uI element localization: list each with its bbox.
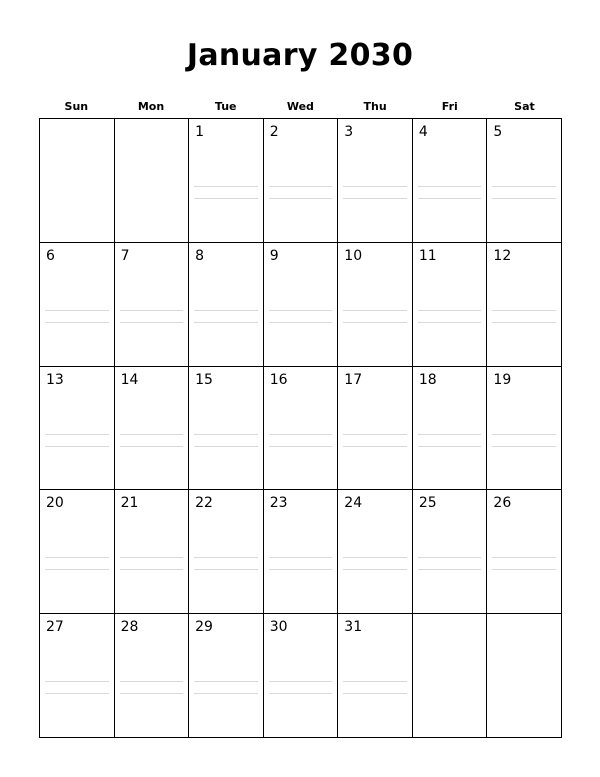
day-cell — [338, 119, 413, 243]
day-cell — [338, 614, 413, 738]
note-line — [492, 434, 556, 435]
weekday-thu: Thu — [363, 100, 387, 113]
day-cell — [264, 490, 339, 614]
note-line — [194, 186, 258, 187]
day-cell — [40, 367, 115, 491]
note-line — [194, 681, 258, 682]
day-number: 5 — [493, 124, 503, 140]
note-line — [45, 310, 109, 311]
note-line — [418, 322, 482, 323]
note-line — [45, 434, 109, 435]
note-line — [45, 446, 109, 447]
note-line — [269, 198, 333, 199]
note-line — [418, 446, 482, 447]
note-line — [343, 693, 407, 694]
empty-day-cell — [413, 614, 488, 738]
note-line — [194, 310, 258, 311]
day-cell — [115, 614, 190, 738]
note-line — [45, 693, 109, 694]
note-line — [194, 693, 258, 694]
note-line — [343, 434, 407, 435]
day-number: 14 — [120, 371, 139, 388]
day-cell — [413, 367, 488, 491]
note-line — [492, 186, 556, 187]
day-number: 18 — [418, 371, 437, 388]
weekday-tue: Tue — [214, 100, 237, 113]
day-number: 11 — [418, 247, 437, 264]
note-line — [269, 434, 333, 435]
day-number: 20 — [46, 495, 64, 512]
day-number: 15 — [195, 371, 213, 388]
day-cell — [189, 490, 264, 614]
note-line — [120, 310, 184, 311]
note-line — [45, 557, 109, 558]
note-line — [418, 569, 482, 570]
day-number: 22 — [195, 495, 213, 512]
note-line — [45, 322, 109, 323]
note-line — [418, 434, 482, 435]
day-cell — [115, 367, 190, 491]
day-cell — [189, 614, 264, 738]
note-line — [492, 198, 556, 199]
calendar-title: January 2030 — [186, 38, 414, 73]
note-line — [269, 681, 333, 682]
note-line — [418, 557, 482, 558]
empty-day-cell — [40, 119, 115, 243]
day-number: 24 — [344, 495, 363, 512]
note-line — [120, 681, 184, 682]
note-line — [492, 569, 556, 570]
day-number: 17 — [344, 371, 363, 388]
day-number: 8 — [195, 247, 205, 264]
note-line — [269, 693, 333, 694]
note-line — [343, 198, 407, 199]
day-number: 4 — [418, 124, 428, 140]
empty-day-cell — [115, 119, 190, 243]
note-line — [269, 310, 333, 311]
note-line — [120, 434, 184, 435]
note-line — [269, 322, 333, 323]
day-cell — [264, 243, 339, 367]
note-line — [492, 310, 556, 311]
day-cell — [413, 243, 488, 367]
day-cell — [189, 243, 264, 367]
note-line — [120, 693, 184, 694]
day-cell — [413, 119, 488, 243]
day-number: 16 — [269, 371, 288, 388]
day-cell — [338, 490, 413, 614]
day-cell — [487, 367, 562, 491]
day-number: 25 — [418, 495, 437, 512]
note-line — [120, 569, 184, 570]
weekday-header — [39, 99, 562, 115]
day-number: 10 — [344, 247, 363, 264]
day-number: 29 — [195, 619, 213, 636]
day-cell — [40, 614, 115, 738]
day-cell — [264, 119, 339, 243]
day-number: 21 — [120, 495, 139, 512]
day-cell — [338, 243, 413, 367]
note-line — [120, 322, 184, 323]
weekday-mon: Mon — [137, 100, 165, 113]
note-line — [120, 446, 184, 447]
note-line — [343, 446, 407, 447]
day-number: 28 — [120, 619, 139, 636]
note-line — [120, 557, 184, 558]
note-line — [343, 569, 407, 570]
day-cell — [40, 490, 115, 614]
day-number: 23 — [269, 495, 288, 512]
note-line — [194, 434, 258, 435]
note-line — [343, 322, 407, 323]
note-line — [343, 681, 407, 682]
calendar-grid — [39, 118, 562, 738]
day-number: 1 — [195, 124, 205, 140]
day-number: 19 — [493, 371, 512, 388]
note-line — [194, 569, 258, 570]
note-line — [269, 446, 333, 447]
day-number: 31 — [344, 619, 363, 636]
note-line — [343, 557, 407, 558]
day-cell — [338, 367, 413, 491]
day-cell — [487, 119, 562, 243]
weekday-wed: Wed — [286, 100, 314, 113]
note-line — [343, 186, 407, 187]
day-number: 13 — [46, 371, 64, 388]
day-number: 3 — [344, 124, 354, 140]
day-cell — [189, 119, 264, 243]
day-number: 26 — [493, 495, 512, 512]
day-cell — [487, 490, 562, 614]
note-line — [269, 186, 333, 187]
day-number: 12 — [493, 247, 512, 264]
weekday-fri: Fri — [441, 100, 458, 113]
day-cell — [115, 243, 190, 367]
note-line — [45, 681, 109, 682]
day-cell — [189, 367, 264, 491]
day-cell — [264, 614, 339, 738]
note-line — [492, 557, 556, 558]
day-number: 27 — [46, 619, 64, 636]
day-cell — [264, 367, 339, 491]
note-line — [418, 186, 482, 187]
day-cell — [413, 490, 488, 614]
day-cell — [40, 243, 115, 367]
note-line — [45, 569, 109, 570]
weekday-sat: Sat — [514, 100, 535, 113]
note-line — [418, 198, 482, 199]
day-number: 6 — [46, 247, 55, 264]
empty-day-cell — [487, 614, 562, 738]
day-cell — [487, 243, 562, 367]
note-line — [194, 198, 258, 199]
day-number: 2 — [269, 124, 279, 140]
note-line — [194, 322, 258, 323]
day-cell — [115, 490, 190, 614]
day-number: 30 — [269, 619, 288, 636]
note-line — [492, 446, 556, 447]
note-line — [492, 322, 556, 323]
day-number: 7 — [120, 247, 130, 264]
note-line — [194, 446, 258, 447]
note-line — [269, 569, 333, 570]
note-line — [269, 557, 333, 558]
day-number: 9 — [269, 247, 279, 264]
weekday-sun: Sun — [64, 100, 89, 113]
note-line — [418, 310, 482, 311]
note-line — [194, 557, 258, 558]
note-line — [343, 310, 407, 311]
